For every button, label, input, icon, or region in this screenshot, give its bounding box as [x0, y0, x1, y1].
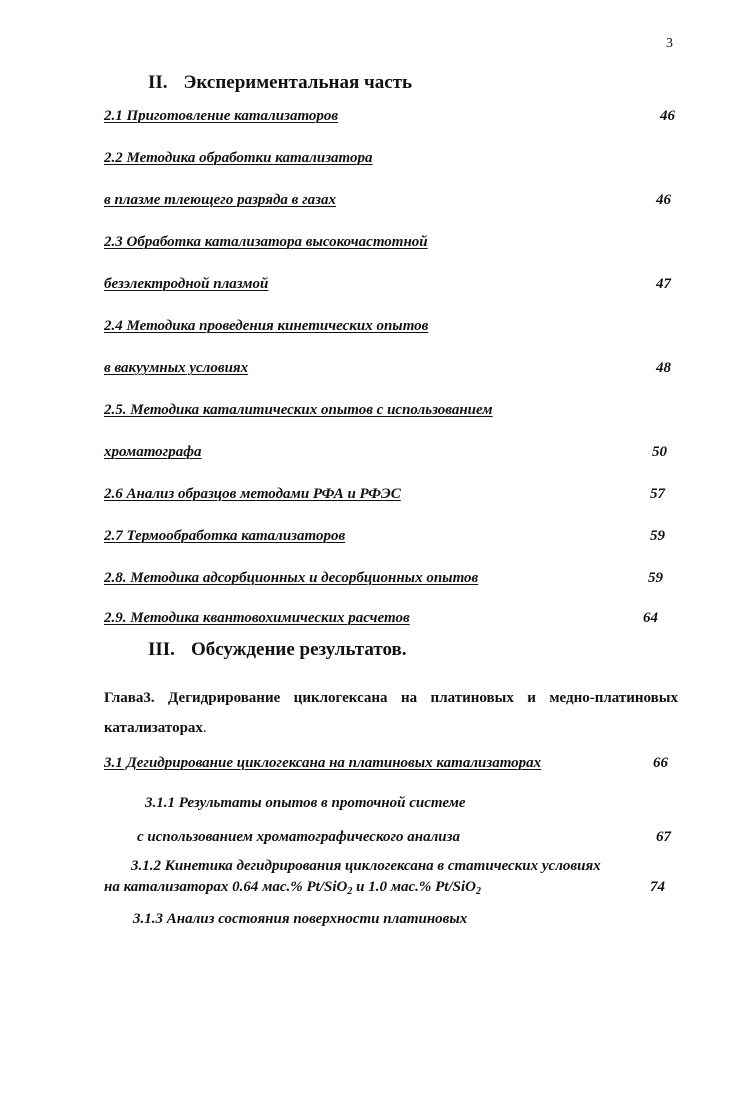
section-number: II. [148, 72, 168, 93]
toc-page-2-1: 46 [660, 108, 675, 124]
toc-entry-3-1[interactable]: 3.1 Дегидрирование циклогексана на платиновых катализаторах [104, 755, 542, 771]
toc-page-2-6: 57 [650, 486, 665, 502]
toc-entry-3-1-2-line2[interactable] [104, 879, 481, 896]
toc-entry-2-5-line1[interactable]: 2.5. Методика каталитических опытов с использованием [104, 402, 493, 418]
toc-page-3-1-2: 74 [650, 879, 665, 895]
subscript-2: 2 [475, 886, 481, 897]
section-number: III. [148, 639, 175, 660]
section-heading-experimental [148, 72, 412, 94]
chapter-3-title [104, 683, 678, 743]
toc-entry-2-9[interactable]: 2.9. Методика квантовохимических расчетов [104, 610, 410, 626]
toc-page-2-5: 50 [652, 444, 667, 460]
toc-entry-2-5-line2[interactable]: хроматографа [104, 444, 202, 460]
toc-entry-2-4-line1[interactable]: 2.4 Методика проведения кинетических опытов [104, 318, 429, 334]
toc-entry-2-2-line2[interactable]: в плазме тлеющего разряда в газах [104, 192, 336, 208]
toc-entry-2-6[interactable]: 2.6 Анализ образцов методами РФА и РФЭС [104, 486, 401, 502]
toc-entry-3-1-3-line1[interactable]: 3.1.3 Анализ состояния поверхности платиновых [133, 911, 468, 927]
toc-entry-2-7[interactable]: 2.7 Термообработка катализаторов [104, 528, 346, 544]
toc-entry-3-1-2-line1[interactable]: 3.1.2 Кинетика дегидрирования циклогексана в статических условиях [131, 858, 601, 874]
subscript-2: 2 [347, 886, 353, 897]
toc-page-3-1-1: 67 [656, 829, 671, 845]
toc-page-3-1: 66 [653, 755, 668, 771]
toc-page-2-3: 47 [656, 276, 671, 292]
toc-entry-3-1-1-line1[interactable]: 3.1.1 Результаты опытов в проточной системе [145, 795, 466, 811]
toc-entry-3-1-1-line2[interactable]: с использованием хроматографического анализа [137, 829, 460, 845]
section-title: Экспериментальная часть [183, 72, 413, 93]
toc-entry-2-3-line1[interactable]: 2.3 Обработка катализатора высокочастотной [104, 234, 428, 250]
toc-entry-3-1-2-text-b: и 1.0 мас.% Pt/SiO [352, 879, 476, 895]
chapter-3-period: . [202, 720, 207, 736]
toc-entry-2-8[interactable]: 2.8. Методика адсорбционных и десорбционных опытов [104, 570, 479, 586]
toc-entry-2-3-line2[interactable]: безэлектродной плазмой [104, 276, 269, 292]
toc-entry-2-4-line2[interactable]: в вакуумных условиях [104, 360, 249, 376]
toc-entry-2-1[interactable]: 2.1 Приготовление катализаторов [104, 108, 339, 124]
chapter-3-text: Глава3. Дегидрирование циклогексана на платиновых и медно-платиновых катализаторах [104, 690, 678, 736]
section-heading-discussion [148, 639, 407, 661]
toc-entry-3-1-2-text-a: на катализаторах 0.64 мас.% Pt/SiO [104, 879, 348, 895]
toc-page-2-4: 48 [656, 360, 671, 376]
toc-page-2-8: 59 [648, 570, 663, 586]
toc-page-2-2: 46 [656, 192, 671, 208]
toc-page-2-7: 59 [650, 528, 665, 544]
toc-page-2-9: 64 [643, 610, 658, 626]
page-number: 3 [666, 36, 673, 51]
section-title: Обсуждение результатов. [190, 639, 407, 660]
toc-entry-2-2-line1[interactable]: 2.2 Методика обработки катализатора [104, 150, 373, 166]
